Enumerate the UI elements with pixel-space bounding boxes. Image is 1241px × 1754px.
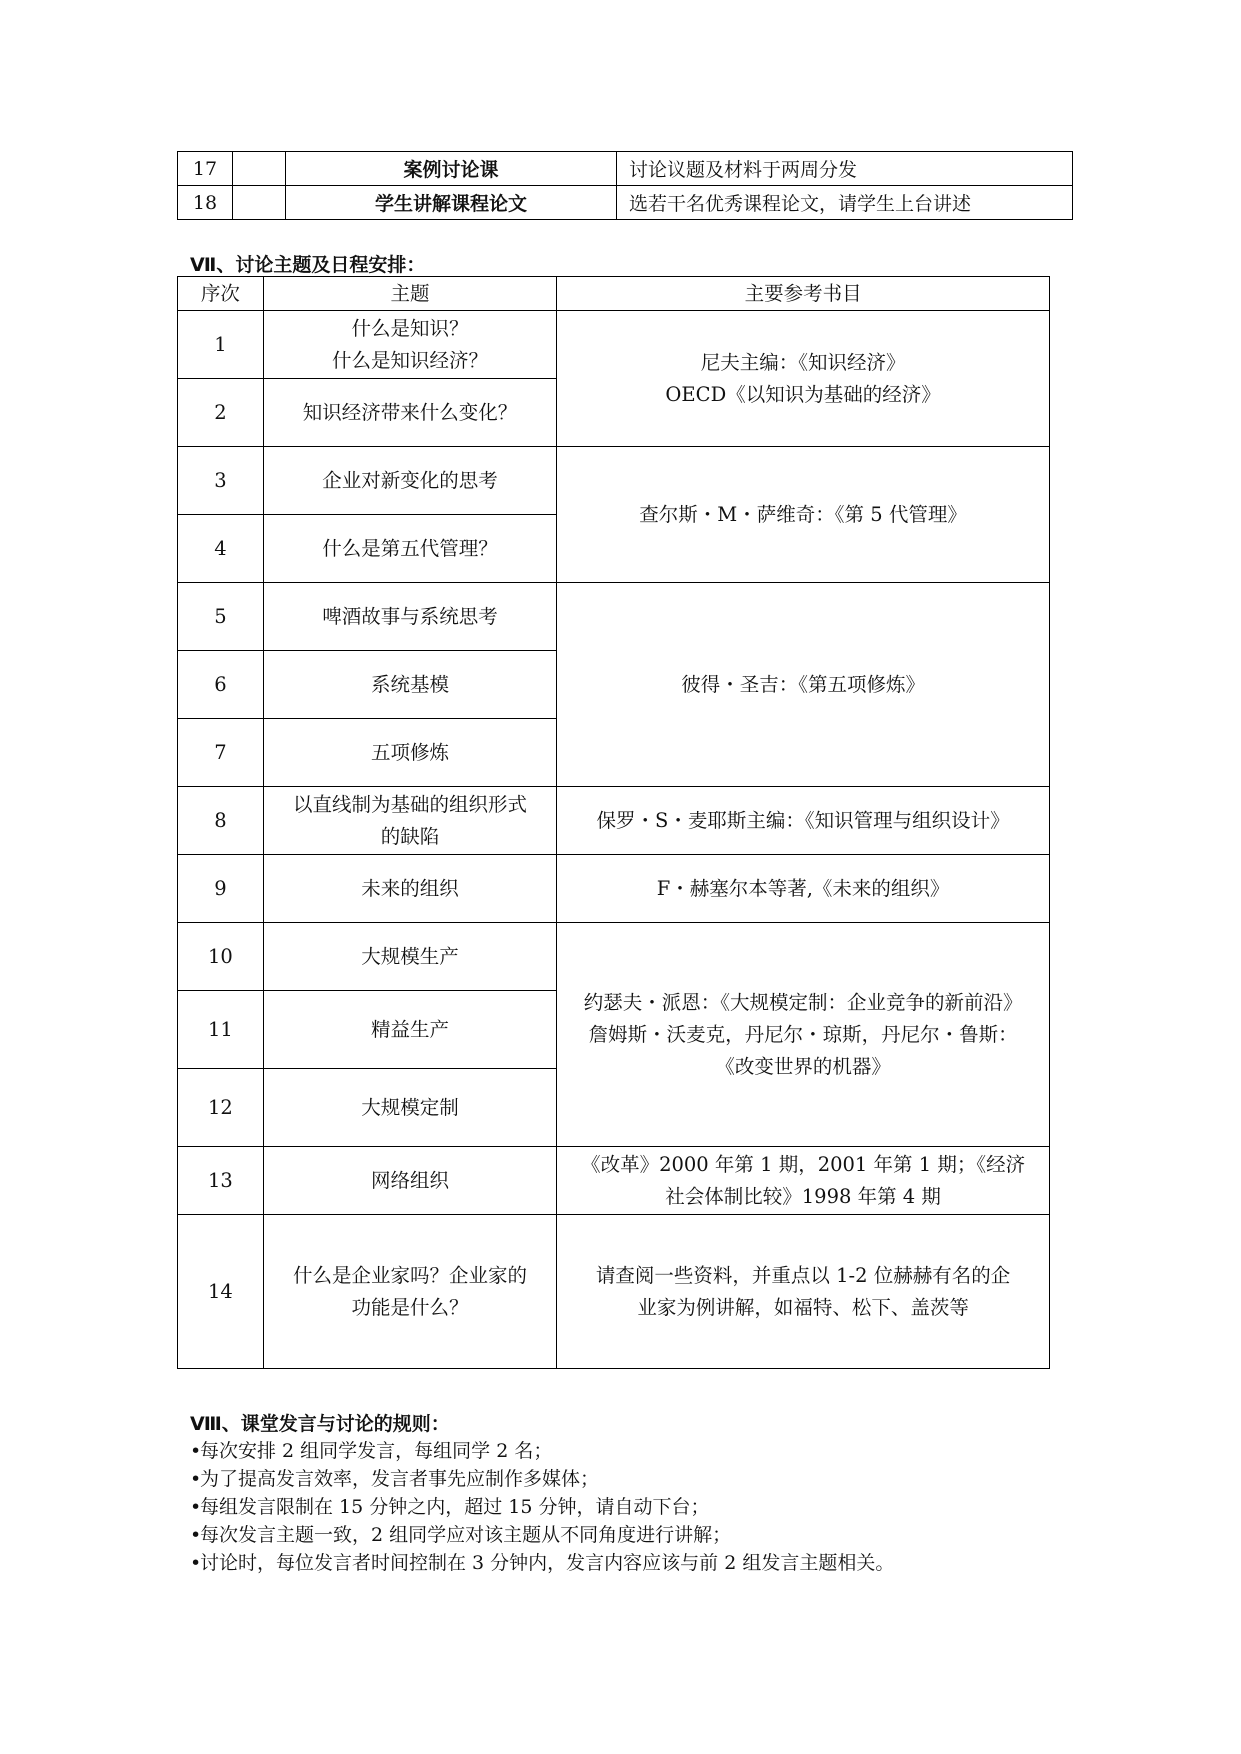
- rule-text: 每次安排 2 组同学发言，每组同学 2 名；: [200, 1440, 553, 1462]
- seq-cell: 1: [178, 311, 264, 379]
- section-heading: Ⅶ、讨论主题及日程安排：: [190, 254, 426, 276]
- header-topic: 主题: [263, 277, 556, 311]
- reference-cell: [557, 923, 1050, 1147]
- seq-cell: 8: [178, 787, 264, 855]
- reference-line: 《改变世界的机器》: [715, 1054, 891, 1078]
- seq-cell: 2: [178, 379, 264, 447]
- row-number: 17: [178, 152, 233, 186]
- reference-line: F・赫塞尔本等著,《未来的组织》: [656, 876, 950, 900]
- topic-cell: 知识经济带来什么变化？: [263, 379, 556, 447]
- reference-cell: [557, 787, 1050, 855]
- seq-cell: 11: [178, 991, 264, 1069]
- seq-cell: 14: [178, 1215, 264, 1369]
- row-note: 选若干名优秀课程论文，请学生上台讲述: [617, 186, 1073, 220]
- discussion-topics-table: [177, 276, 1050, 1369]
- seq-cell: 4: [178, 515, 264, 583]
- topic-cell: 大规模生产: [263, 923, 556, 991]
- bullet-icon: •: [190, 1468, 202, 1490]
- topic-cell: 五项修炼: [263, 719, 556, 787]
- reference-cell: [557, 1215, 1050, 1369]
- reference-line: 《改革》2000 年第 1 期，2001 年第 1 期；《经济: [581, 1152, 1026, 1176]
- list-item: [190, 1493, 894, 1521]
- reference-line: 社会体制比较》1998 年第 4 期: [665, 1184, 941, 1208]
- row-number: 18: [178, 186, 233, 220]
- empty-cell: [233, 186, 286, 220]
- table-row: [178, 447, 1050, 515]
- bullet-icon: •: [190, 1524, 202, 1546]
- header-ref: 主要参考书目: [557, 277, 1050, 311]
- bullet-icon: •: [190, 1552, 202, 1574]
- topic-line: 以直线制为基础的组织形式: [292, 792, 527, 816]
- reference-line: 尼夫主编：《知识经济》: [700, 350, 906, 374]
- topic-line: 的缺陷: [380, 824, 440, 848]
- table-row: [178, 152, 1073, 186]
- empty-cell: [233, 152, 286, 186]
- topic-cell: [263, 1215, 556, 1369]
- rule-text: 讨论时，每位发言者时间控制在 3 分钟内，发言内容应该与前 2 组发言主题相关。: [200, 1552, 895, 1574]
- reference-cell: [557, 583, 1050, 787]
- table-row: [178, 583, 1050, 651]
- table-row: [178, 311, 1050, 379]
- reference-line: 查尔斯・M・萨维奇：《第 5 代管理》: [639, 502, 967, 526]
- reference-cell: [557, 311, 1050, 447]
- seq-cell: 6: [178, 651, 264, 719]
- table-row: [178, 1215, 1050, 1369]
- row-title: 学生讲解课程论文: [286, 186, 617, 220]
- topic-cell: 精益生产: [263, 991, 556, 1069]
- reference-cell: [557, 1147, 1050, 1215]
- row-title: 案例讨论课: [286, 152, 617, 186]
- seq-cell: 13: [178, 1147, 264, 1215]
- list-item: [190, 1437, 894, 1465]
- topic-cell: 什么是第五代管理？: [263, 515, 556, 583]
- seq-cell: 5: [178, 583, 264, 651]
- course-schedule-table: [177, 151, 1073, 220]
- topic-cell: 网络组织: [263, 1147, 556, 1215]
- rules-list: [190, 1437, 894, 1577]
- rule-text: 每组发言限制在 15 分钟之内，超过 15 分钟，请自动下台；: [200, 1496, 710, 1518]
- topic-cell: 大规模定制: [263, 1069, 556, 1147]
- bullet-icon: •: [190, 1440, 202, 1462]
- header-seq: 序次: [178, 277, 264, 311]
- topic-cell: [263, 787, 556, 855]
- list-item: [190, 1465, 894, 1493]
- row-note: 讨论议题及材料于两周分发: [617, 152, 1073, 186]
- reference-line: 请查阅一些资料，并重点以 1-2 位赫赫有名的企: [595, 1263, 1011, 1287]
- topic-cell: [263, 311, 556, 379]
- seq-cell: 12: [178, 1069, 264, 1147]
- reference-line: 彼得・圣吉：《第五项修炼》: [681, 672, 925, 696]
- section-heading: Ⅷ、课堂发言与讨论的规则：: [190, 1413, 450, 1435]
- rule-text: 每次发言主题一致，2 组同学应对该主题从不同角度进行讲解；: [200, 1524, 732, 1546]
- bullet-icon: •: [190, 1496, 202, 1518]
- table-row: [178, 923, 1050, 991]
- table-row: [178, 1147, 1050, 1215]
- reference-line: 詹姆斯・沃麦克，丹尼尔・琼斯，丹尼尔・鲁斯：: [588, 1022, 1018, 1046]
- seq-cell: 7: [178, 719, 264, 787]
- seq-cell: 10: [178, 923, 264, 991]
- seq-cell: 3: [178, 447, 264, 515]
- topic-line: 什么是知识经济？: [331, 348, 488, 372]
- list-item: [190, 1521, 894, 1549]
- topic-line: 功能是什么？: [351, 1295, 469, 1319]
- rule-text: 为了提高发言效率，发言者事先应制作多媒体；: [200, 1468, 600, 1490]
- list-item: [190, 1549, 894, 1577]
- topic-cell: 啤酒故事与系统思考: [263, 583, 556, 651]
- topic-cell: 未来的组织: [263, 855, 556, 923]
- table-header-row: [178, 277, 1050, 311]
- reference-cell: [557, 447, 1050, 583]
- reference-line: 保罗・S・麦耶斯主编：《知识管理与组织设计》: [596, 808, 1010, 832]
- reference-cell: [557, 855, 1050, 923]
- reference-line: OECD《以知识为基础的经济》: [665, 382, 941, 406]
- topic-line: 什么是企业家吗？企业家的: [292, 1263, 527, 1287]
- topic-cell: 系统基模: [263, 651, 556, 719]
- table-row: [178, 787, 1050, 855]
- topic-cell: 企业对新变化的思考: [263, 447, 556, 515]
- table-row: [178, 186, 1073, 220]
- reference-line: 业家为例讲解，如福特、松下、盖茨等: [637, 1295, 969, 1319]
- reference-line: 约瑟夫・派恩：《大规模定制：企业竞争的新前沿》: [583, 990, 1023, 1014]
- table-row: [178, 855, 1050, 923]
- topic-line: 什么是知识？: [351, 316, 469, 340]
- seq-cell: 9: [178, 855, 264, 923]
